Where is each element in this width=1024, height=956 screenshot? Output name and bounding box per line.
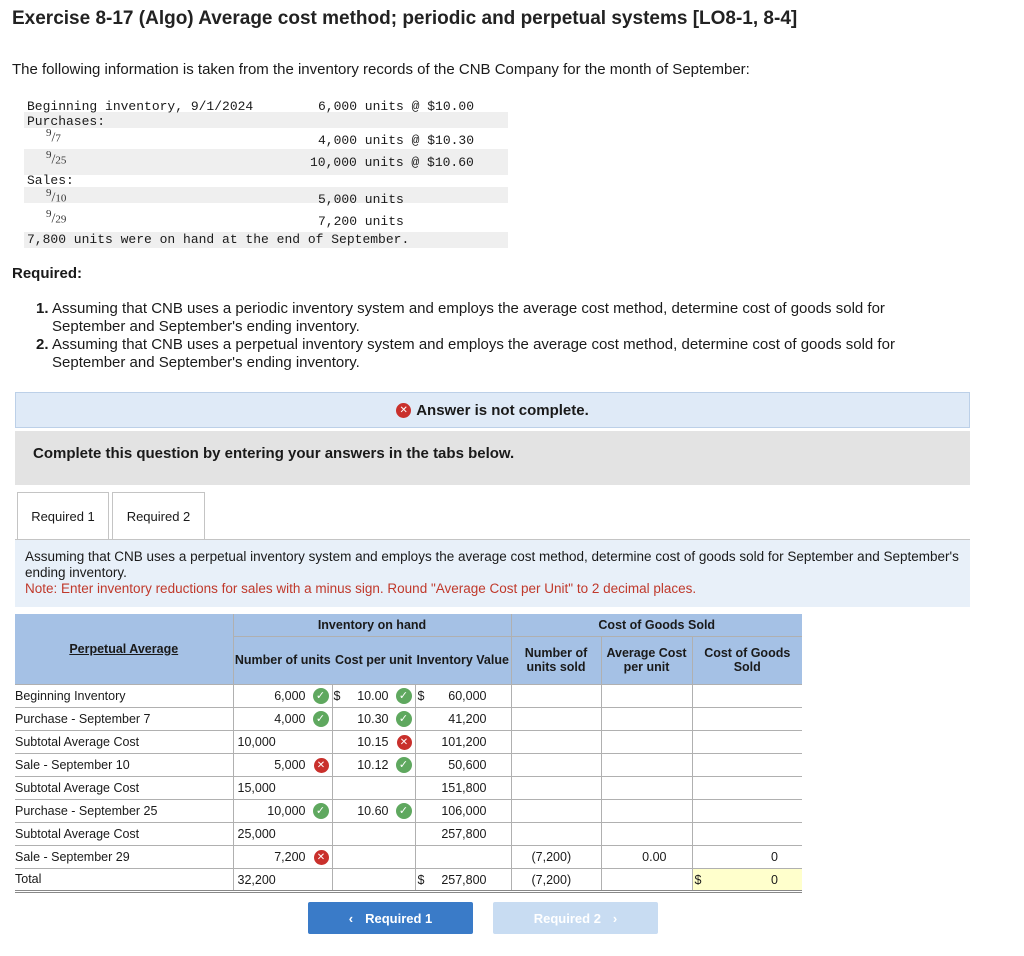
ending-text: 7,800 units were on hand at the end of September. (27, 232, 410, 247)
table-row: Subtotal Average Cost 10,000 10.15 ✕ 101,200 (15, 730, 802, 753)
cost-input[interactable]: $ 10.00 ✓ (332, 684, 415, 707)
cogs-cell (692, 707, 802, 730)
sold-cell (511, 730, 601, 753)
cogs-cell (692, 730, 802, 753)
error-x-icon: ✕ (397, 735, 412, 750)
check-icon: ✓ (313, 711, 329, 727)
beginning-value: 6,000 units @ $10.00 (318, 99, 475, 114)
check-icon: ✓ (313, 688, 329, 704)
avg-cell (601, 730, 692, 753)
intro-text: The following information is taken from the inventory records of the CNB Company for the month of September: (12, 61, 750, 78)
check-icon: ✓ (396, 757, 412, 773)
required-item-2: 2. Assuming that CNB uses a perpetual inventory system and employs the average cost method, determine cost of goods sold for September and September's ending inventory. (36, 336, 895, 371)
sales-label: Sales: (27, 173, 74, 188)
avg-cell (601, 776, 692, 799)
avg-input[interactable]: 0.00 (601, 845, 692, 868)
tab-required-2[interactable]: Required 2 (112, 492, 205, 540)
purchase-date-1: $^9$/7 (46, 127, 61, 146)
sold-cell (511, 707, 601, 730)
sold-cell (511, 822, 601, 845)
tab-required-1[interactable]: Required 1 (17, 492, 109, 540)
col-cogs: Cost of Goods Sold (692, 636, 802, 684)
error-x-icon: ✕ (396, 403, 411, 418)
cost-input[interactable]: 10.60 ✓ (332, 799, 415, 822)
units-input[interactable]: 5,000 ✕ (233, 753, 332, 776)
beginning-label: Beginning inventory, 9/1/2024 (27, 99, 254, 114)
avg-cell (601, 684, 692, 707)
cost-input[interactable]: 10.30 ✓ (332, 707, 415, 730)
col-cost: Cost per unit (332, 636, 415, 684)
purchase-value-2: 10,000 units @ $10.60 (310, 155, 474, 170)
table-row: Subtotal Average Cost 15,000 151,800 (15, 776, 802, 799)
check-icon: ✓ (396, 803, 412, 819)
sold-input[interactable]: (7,200) (511, 845, 601, 868)
error-x-icon: ✕ (314, 850, 329, 865)
cogs-total-input[interactable]: $ 0 (692, 868, 802, 891)
col-units: Number of units (233, 636, 332, 684)
col-avg: Average Cost per unit (601, 636, 692, 684)
cogs-input[interactable]: 0 (692, 845, 802, 868)
inventory-info-block (24, 97, 508, 249)
table-row: Subtotal Average Cost 25,000 257,800 (15, 822, 802, 845)
units-input[interactable]: 4,000 ✓ (233, 707, 332, 730)
table-row: Sale - September 29 7,200 ✕ (7,200) 0.00 0 (15, 845, 802, 868)
table-row: Beginning Inventory 6,000 ✓ $ 10.00 ✓ $ 60,000 (15, 684, 802, 707)
purchase-value-1: 4,000 units @ $10.30 (318, 133, 475, 148)
tab-instructions (15, 540, 970, 607)
cost-input[interactable]: 10.12 ✓ (332, 753, 415, 776)
sold-cell (511, 799, 601, 822)
sale-value-2: 7,200 units (318, 214, 404, 229)
cost-input[interactable]: 10.15 ✕ (332, 730, 415, 753)
units-input[interactable]: 6,000 ✓ (233, 684, 332, 707)
table-row: Sale - September 10 5,000 ✕ 10.12 ✓ 50,600 (15, 753, 802, 776)
purchase-date-2: $^9$/25 (46, 149, 67, 168)
sold-cell (511, 776, 601, 799)
instructions-text: Assuming that CNB uses a perpetual inventory system and employs the average cost method, determine cost of goods sold for September and September's ending inventory. (25, 549, 959, 580)
chevron-right-icon: › (612, 910, 618, 926)
avg-cell (601, 799, 692, 822)
col-sold: Number of units sold (511, 636, 601, 684)
check-icon: ✓ (396, 711, 412, 727)
units-input[interactable]: 10,000 ✓ (233, 799, 332, 822)
table-row: Purchase - September 25 10,000 ✓ 10.60 ✓ 106,000 (15, 799, 802, 822)
cogs-cell (692, 822, 802, 845)
sold-cell (511, 684, 601, 707)
cogs-cell (692, 799, 802, 822)
perpetual-average-table (15, 614, 802, 893)
sale-date-2: $^9$/29 (46, 208, 67, 227)
answer-status-bar (15, 392, 970, 428)
avg-cell (601, 707, 692, 730)
required-item-1: 1. Assuming that CNB uses a periodic inventory system and employs the average cost method, determine cost of goods sold for September and September's ending inventory. (36, 300, 885, 335)
units-input[interactable]: 7,200 ✕ (233, 845, 332, 868)
chevron-left-icon: ‹ (348, 910, 354, 926)
avg-cell (601, 822, 692, 845)
required-list (36, 300, 956, 372)
instructions-note: Note: Enter inventory reductions for sales with a minus sign. Round "Average Cost per Unit" to 2 decimal places. (25, 581, 697, 596)
check-icon: ✓ (313, 803, 329, 819)
check-icon: ✓ (396, 688, 412, 704)
group-cogs: Cost of Goods Sold (511, 614, 802, 636)
complete-instructions-bar: Complete this question by entering your answers in the tabs below. (15, 431, 970, 485)
prev-required-1-button[interactable]: ‹ Required 1 (308, 902, 473, 934)
cogs-cell (692, 776, 802, 799)
row-header-cell: Perpetual Average (15, 614, 233, 684)
sold-cell (511, 753, 601, 776)
group-inventory-on-hand: Inventory on hand (233, 614, 511, 636)
avg-cell (601, 753, 692, 776)
table-row-total: Total 32,200 $ 257,800 (7,200) $ 0 (15, 868, 802, 891)
status-text: Answer is not complete. (416, 401, 589, 419)
cogs-cell (692, 684, 802, 707)
required-heading: Required: (12, 265, 83, 282)
sale-value-1: 5,000 units (318, 192, 404, 207)
cogs-cell (692, 753, 802, 776)
purchases-label: Purchases: (27, 114, 106, 129)
col-value: Inventory Value (415, 636, 511, 684)
page-title: Exercise 8-17 (Algo) Average cost method; periodic and perpetual systems [LO8-1, 8-4] (12, 8, 798, 29)
next-required-2-button[interactable]: Required 2 › (493, 902, 658, 934)
error-x-icon: ✕ (314, 758, 329, 773)
table-row: Purchase - September 7 4,000 ✓ 10.30 ✓ 41,200 (15, 707, 802, 730)
sale-date-1: $^9$/10 (46, 187, 67, 206)
